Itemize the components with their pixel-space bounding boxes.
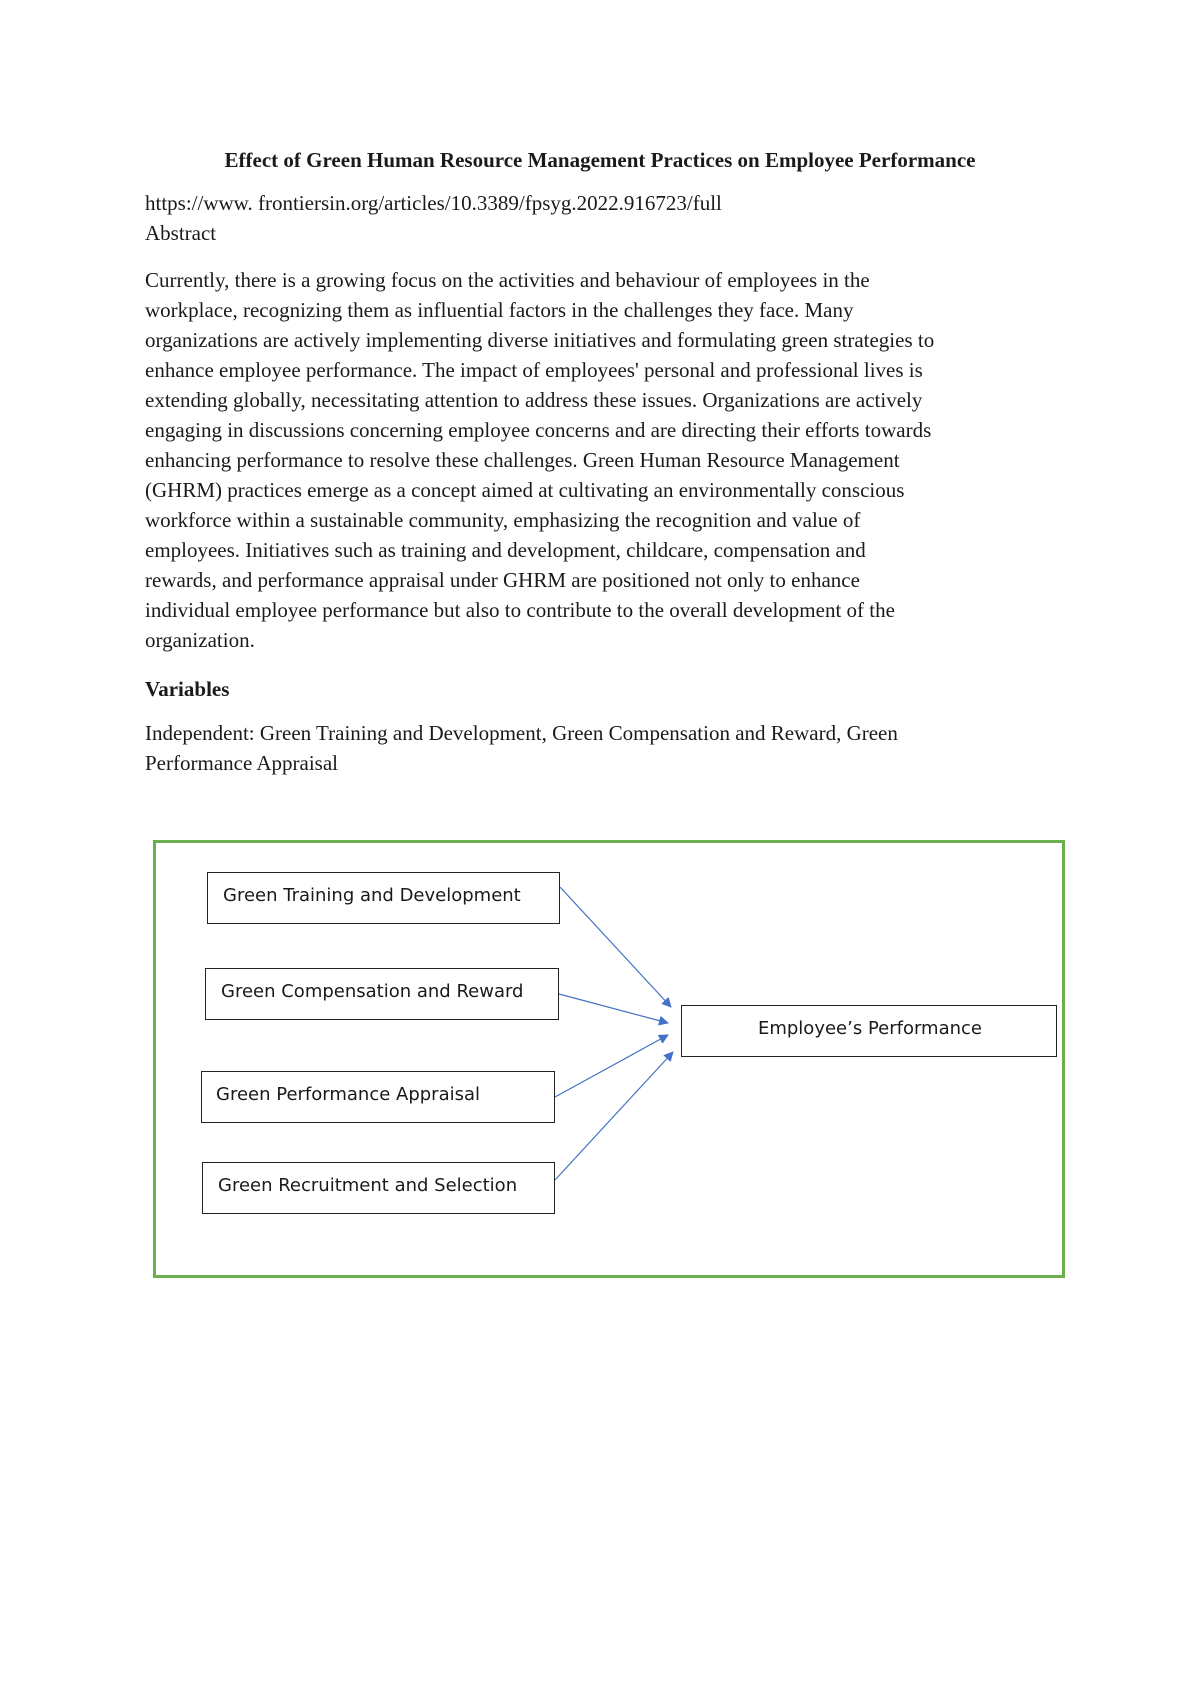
node-employee-performance xyxy=(681,1005,1057,1057)
node-label: Employee’s Performance xyxy=(757,1018,983,1039)
node-green-performance-appraisal xyxy=(201,1071,555,1123)
node-label: Green Training and Development xyxy=(223,885,521,906)
abstract-line: rewards, and performance appraisal under GHRM are positioned not only to enhance xyxy=(145,568,860,592)
abstract-heading: Abstract xyxy=(145,221,217,245)
source-url: https://www. frontiersin.org/articles/10.3389/fpsyg.2022.916723/full xyxy=(145,191,722,215)
abstract-line: organizations are actively implementing diverse initiatives and formulating green strategies to xyxy=(145,328,935,352)
abstract-line: workforce within a sustainable community, emphasizing the recognition and value of xyxy=(145,508,861,532)
abstract-line: extending globally, necessitating attention to address these issues. Organizations are actively xyxy=(145,388,923,412)
independent-line: Performance Appraisal xyxy=(145,751,339,775)
independent-line: Independent: Green Training and Development, Green Compensation and Reward, Green xyxy=(145,721,898,745)
node-label: Green Recruitment and Selection xyxy=(218,1175,518,1196)
abstract-line: workplace, recognizing them as influential factors in the challenges they face. Many xyxy=(145,298,854,322)
abstract-line: (GHRM) practices emerge as a concept aimed at cultivating an environmentally conscious xyxy=(145,478,905,502)
node-green-training-development xyxy=(207,872,560,924)
node-label: Green Compensation and Reward xyxy=(221,981,524,1002)
abstract-line: enhance employee performance. The impact of employees' personal and professional lives is xyxy=(145,358,923,382)
node-green-recruitment-selection xyxy=(202,1162,555,1214)
variables-heading: Variables xyxy=(145,677,230,701)
abstract-line: organization. xyxy=(145,628,255,652)
abstract-line: employees. Initiatives such as training and development, childcare, compensation and xyxy=(145,538,866,562)
abstract-line: individual employee performance but also to contribute to the overall development of the xyxy=(145,598,895,622)
independent-variables xyxy=(145,718,898,778)
node-label: Green Performance Appraisal xyxy=(216,1084,481,1105)
abstract-line: engaging in discussions concerning employee concerns and are directing their efforts towards xyxy=(145,418,932,442)
document-title: Effect of Green Human Resource Management Practices on Employee Performance xyxy=(224,148,976,172)
abstract-line: Currently, there is a growing focus on the activities and behaviour of employees in the xyxy=(145,268,870,292)
abstract-paragraph xyxy=(145,265,1065,655)
abstract-line: enhancing performance to resolve these challenges. Green Human Resource Management xyxy=(145,448,900,472)
node-green-compensation-reward xyxy=(205,968,559,1020)
